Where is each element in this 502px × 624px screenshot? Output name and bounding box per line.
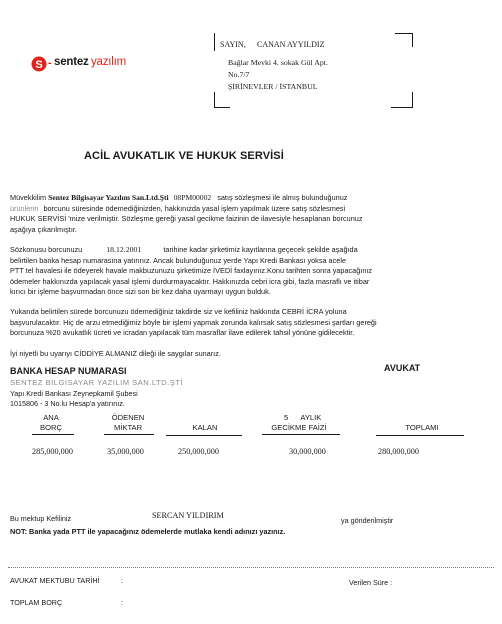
document-title: ACİL AVUKATLIK VE HUKUK SERVİSİ [84,150,284,162]
guarantor-label: Bu mektup Kefiliniz [10,514,72,523]
col2-line2: MİKTAR [113,423,143,432]
p1-text-c: borcunu süresinde ödemediğinizden, hakkınızda yasal işlem yapılmak üzere satış sözlesmesi [43,203,346,213]
col4-line2: GECİKME FAİZİ [271,423,327,432]
paragraph-3-line-1: Yukarıda belirtilen sürede borcunuzu ödemediğiniz takdirde siz ve kefiliniz hakkında CEBRİ İCRA yoluna [10,307,347,316]
addressee-name: CANAN AYYILDIZ [257,40,325,49]
paragraph-2-line-2: belirtilen banka hesap numarasına yatırınız. Ancak bulunduğunuz yerde Yapı Kredi Bankası yoksa acele [10,255,347,265]
col4-line1: AYLIK [300,413,322,422]
col-gecikme-header [254,413,344,433]
given-time-label: Verilen Süre : [349,578,393,587]
bank-account: 1015806 - 3 No.lu Hesap'a yatırınız. [10,399,125,408]
col4-months: 5 [284,413,289,422]
total-debt-label: TOPLAM BORÇ [10,598,63,607]
paragraph-2-line-4: ödemeler hakkınızda yapılacak yasal işlemi durdurmayacaktır. Hakkınızda cebri icra gibi, fazla masraflı ve itibar [10,276,370,286]
paragraph-2-line-3: PTT tel havalesi ile ödeyerek havale makbuzunuzu şirketimize İVEDİ faxlayınız.Konu tarihten sonra yapacağınız [10,266,373,275]
col2-line1: ÖDENEN [111,413,145,422]
paragraph-1-line-3: HUKUK SERVİSİ 'mize verilmiştir. Sözleşme gereği yasal gecikme faizinin de ilavesiyle hesaplanan borcunuz [10,214,363,223]
separator-line [8,567,494,568]
p1-contract-code: 08PM00002 [173,193,212,202]
value-odenen: 35,000,000 [107,447,144,456]
paragraph-1-line-2 [10,204,345,214]
address-line-1: Bağlar Mevki 4. sokak Gül Apt. [228,58,328,67]
logo-dash: - [48,57,52,69]
p1-text-b: satış sözleşmesi ile almış bulunduğunuz [217,193,348,202]
paragraph-3-line-3: borcunuza %20 avukatlık ücreti ve icradan yapılacak tüm masraflar ilave edilerek tahsil yönüne gidilecektir. [10,328,355,337]
p1-text-a: Müvekkilim [10,193,47,202]
paragraph-2-line-1 [10,245,358,255]
lawyer-label: AVUKAT [384,363,421,373]
p1-products-word: ürünlerin [10,203,39,213]
col1-line1: ANA [43,413,59,422]
paragraph-3-line-2: başvurulacaktır. Hiç de arzu etmediğimiz böyle bir işlemi yapmak zorunda kalırsak satış sözlesmesi şartları gereği [10,317,377,327]
logo-brand-bold: sentez [54,56,89,68]
col-kalan-header: KALAN [192,423,218,432]
letter-date-label: AVUKAT MEKTUBU TARİHİ [10,576,100,585]
letter-date-colon: : [121,576,123,585]
paragraph-2-line-5: kırıcı bir işleme başvurmadan önce sizi son bir kez daha uyarmayı uygun bulduk. [10,287,271,296]
p1-company-name: Sentez Bilgisayar Yazılım San.Ltd.Şti [48,193,169,202]
sent-label: ya gönderilmiştir [341,516,394,525]
bank-branch: Yapı Kredi Bankası Zeynepkamil Şubesi [10,389,138,398]
paragraph-1-line-1 [10,193,347,203]
guarantor-name: SERCAN YILDIRIM [152,511,224,520]
salutation: SAYIN, [220,40,246,49]
col-toplam-header: TOPLAMI [405,423,439,432]
value-kalan: 250,000,000 [178,447,219,456]
closing-text: İyi niyetli bu uyarıyı CİDDİYE ALMANIZ dileği ile saygılar sunarız. [10,349,221,358]
col1-line2: BORÇ [40,423,62,432]
value-toplam: 280,000,000 [378,447,419,456]
note-text: NOT: Banka yada PTT ile yapacağınız ödemelerde mutlaka kendi adınızı yazınız. [10,527,286,536]
logo-brand-light: yazılım [91,56,127,68]
address-line-3: ŞİRİNEVLER / İSTANBUL [228,82,318,91]
value-gecikme: 30,000,000 [289,447,326,456]
col-odenen-header [100,413,156,433]
p2-deadline-date: 18.12.2001 [106,245,142,254]
sentez-logo-icon [30,55,48,73]
col-ana-borc-header [36,413,66,433]
svg-text:S: S [35,59,43,71]
p2-text-b: tarihine kadar şirketimiz kayıtlarına geçecek şekilde aşağıda [163,245,358,254]
bank-heading: BANKA HESAP NUMARASI [10,366,127,376]
address-line-2: No.7/7 [228,70,250,79]
paragraph-1-line-4: aşağıya çıkarılmıştır. [10,224,77,234]
bank-company: SENTEZ BİLGİSAYAR YAZILIM SAN.LTD.ŞTİ [10,378,184,387]
value-ana-borc: 285,000,000 [32,447,73,456]
total-debt-colon: : [121,598,123,607]
p2-text-a: Sözkonusu borcunuzu [10,245,83,254]
